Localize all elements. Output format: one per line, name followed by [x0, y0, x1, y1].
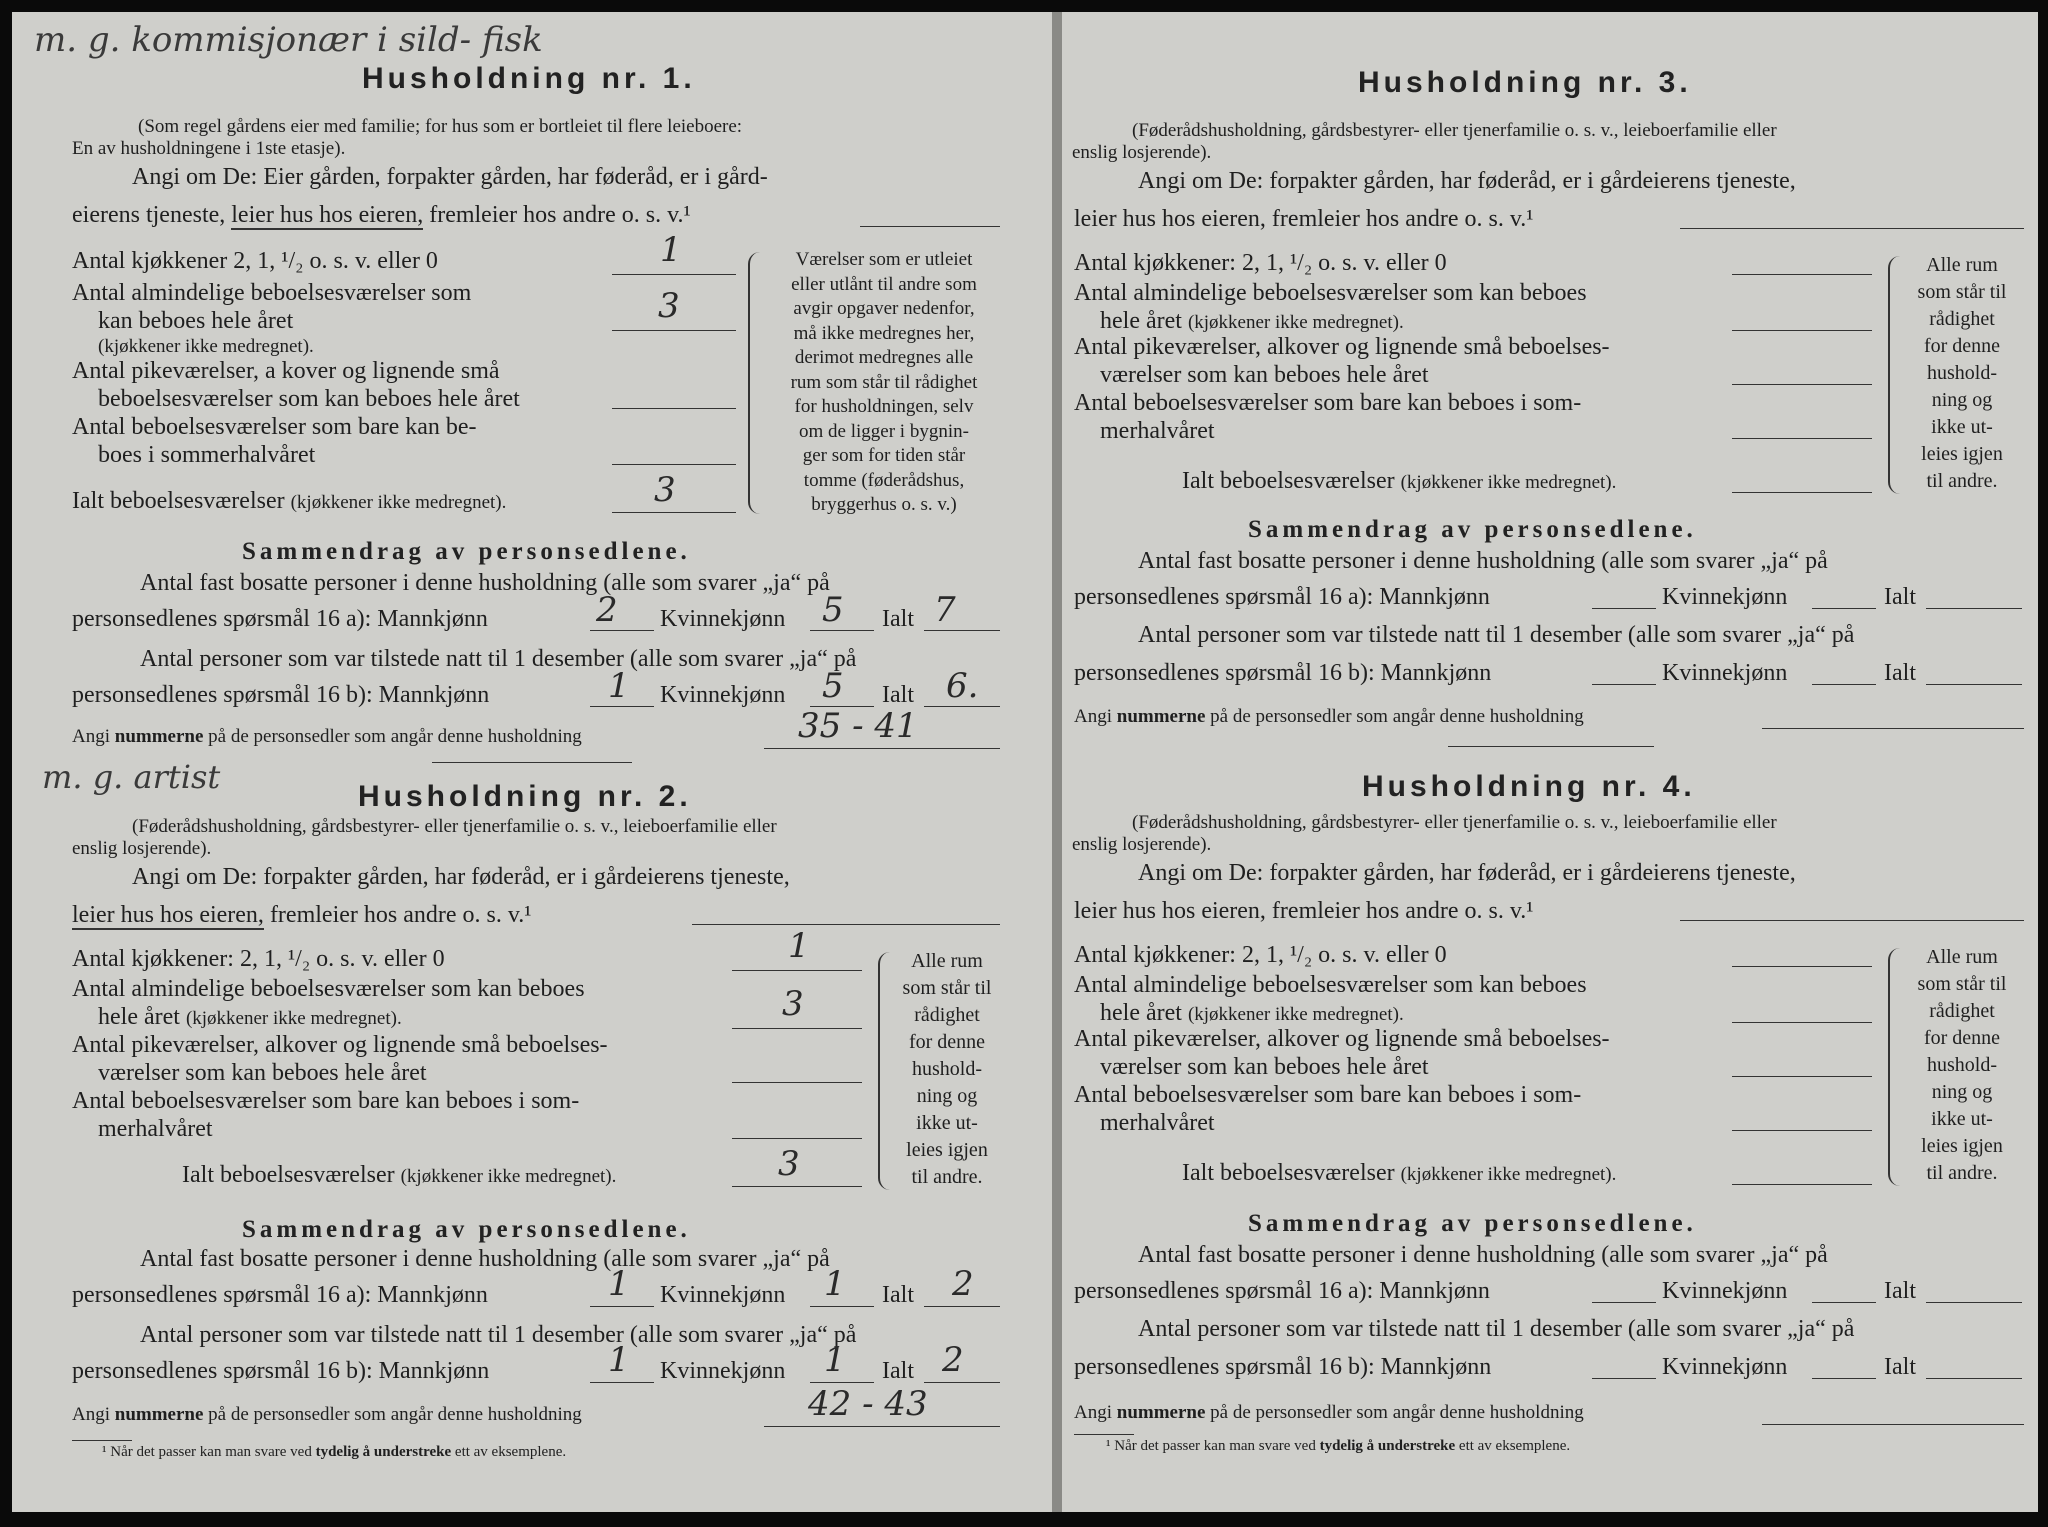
household-3-summer-rooms-label-2: merhalvåret: [1100, 418, 1215, 444]
household-3-title: Husholdning nr. 3.: [1358, 66, 1692, 99]
household-1-kitchen-value: 1: [660, 230, 682, 270]
household-2-rooms-note-box: Alle rum som står til rådighet for denne hushold- ning og ikke ut- leies igjen til andre.: [902, 950, 992, 1188]
household-1-sheet-numbers-line: [764, 748, 1000, 749]
household-2-small-rooms-line: [732, 1082, 862, 1083]
household-1-rooms-note-box: Værelser som er utleiet eller utlånt til andre som avgir opgaver nedenfor, må ikke medregnes her, derimot medregnes alle rum som står til rådighet for husholdningen, selv om de ligger i bygnin- ger som for tiden står tomme (føderådshus, bryggerhus o. s. v.): [790, 249, 978, 515]
household-3-resident-total-line: [1926, 608, 2022, 609]
right-footnote-separator: [1074, 1434, 1134, 1435]
household-3-rooms-line: [1732, 330, 1872, 331]
household-4-present-men-line: [1592, 1378, 1656, 1379]
household-4-sheet-numbers-label: Angi nummerne på de personsedler som angår denne husholdning: [1074, 1402, 1584, 1423]
household-2-resident-men-label: personsedlenes spørsmål 16 a): Mannkjønn: [72, 1282, 488, 1308]
household-4-summer-rooms-label: Antal beboelsesværelser som bare kan beboes i som-: [1074, 1082, 1582, 1108]
household-2-status-fill-line: [692, 924, 1000, 925]
household-4-rule-line-1: (Føderådshusholdning, gårdsbestyrer- eller tjenerfamilie o. s. v., leieboerfamilie eller: [1132, 812, 1777, 833]
household-2-rule-line-2: enslig losjerende).: [72, 838, 212, 859]
household-1-present-total-line: [924, 706, 1000, 707]
household-2-sheet-numbers-line: [764, 1426, 1000, 1427]
household-1-separator: [432, 762, 632, 763]
household-3-small-rooms-label: Antal pikeværelser, alkover og lignende små beboelses-: [1074, 334, 1610, 360]
household-2-total-rooms-line: [732, 1186, 862, 1187]
household-1-rule-line-1: (Som regel gårdens eier med familie; for hus som er bortleiet til flere leieboere:: [138, 116, 743, 137]
household-4-rooms-label: Antal almindelige beboelsesværelser som kan beboes: [1074, 972, 1587, 998]
household-4-summary-title: Sammendrag av personsedlene.: [1248, 1210, 1697, 1237]
household-1-resident-men-line: [590, 630, 654, 631]
household-2-resident-total-line: [924, 1306, 1000, 1307]
household-1-present-question: Antal personer som var tilstede natt til 1 desember (alle som svarer „ja“ på: [140, 646, 857, 672]
household-3-status-options: leier hus hos eieren, fremleier hos andre o. s. v.¹: [1074, 206, 1534, 232]
household-4-present-total-label: Ialt: [1884, 1354, 1916, 1380]
household-2-selected-option: leier hus hos eieren,: [72, 902, 264, 928]
household-3-present-total-label: Ialt: [1884, 660, 1916, 686]
household-4-resident-women-label: Kvinnekjønn: [1662, 1278, 1788, 1304]
household-1-present-total-value: 6.: [946, 666, 979, 706]
household-1-sheet-numbers-value: 35 - 41: [798, 706, 918, 746]
household-4-summer-rooms-label-2: merhalvåret: [1100, 1110, 1215, 1136]
household-1-resident-women-label: Kvinnekjønn: [660, 606, 786, 632]
household-2-present-women-line: [810, 1382, 874, 1383]
household-2-present-men-label: personsedlenes spørsmål 16 b): Mannkjønn: [72, 1358, 490, 1384]
household-4-rule-line-2: enslig losjerende).: [1072, 834, 1212, 855]
household-4-present-men-label: personsedlenes spørsmål 16 b): Mannkjønn: [1074, 1354, 1492, 1380]
household-2-summer-rooms-label: Antal beboelsesværelser som bare kan beboes i som-: [72, 1088, 580, 1114]
household-4-note-brace: [1888, 948, 1902, 1186]
household-4-status-options: leier hus hos eieren, fremleier hos andre o. s. v.¹: [1074, 898, 1534, 924]
household-2-total-rooms-label: Ialt beboelsesværelser (kjøkkener ikke medregnet).: [182, 1162, 617, 1188]
household-2-present-men-value: 1: [608, 1340, 630, 1380]
household-4-resident-women-line: [1812, 1302, 1876, 1303]
household-3-present-total-line: [1926, 684, 2022, 685]
household-2-small-rooms-label-2: værelser som kan beboes hele året: [98, 1060, 427, 1086]
household-2-present-men-line: [590, 1382, 654, 1383]
household-4-present-women-line: [1812, 1378, 1876, 1379]
household-4-small-rooms-line: [1732, 1076, 1872, 1077]
left-page: [12, 12, 1052, 1512]
household-1-small-rooms-label: Antal pikeværelser, a kover og lignende små: [72, 358, 500, 384]
household-1-small-rooms-line: [612, 408, 736, 409]
household-1-resident-men-label: personsedlenes spørsmål 16 a): Mannkjønn: [72, 606, 488, 632]
household-4-kitchen-label: Antal kjøkkener: 2, 1, ¹/₂ o. s. v. eller 0: [1074, 942, 1447, 968]
household-3-resident-men-line: [1592, 608, 1656, 609]
household-1-sheet-numbers-label: Angi nummerne på de personsedler som angår denne husholdning: [72, 726, 582, 747]
household-2-resident-men-value: 1: [608, 1264, 630, 1304]
household-1-status-options: eierens tjeneste, leier hus hos eieren, fremleier hos andre o. s. v.¹: [72, 202, 691, 228]
household-4-resident-total-label: Ialt: [1884, 1278, 1916, 1304]
household-3-summer-rooms-line: [1732, 438, 1872, 439]
household-3-resident-total-label: Ialt: [1884, 584, 1916, 610]
household-2-resident-question: Antal fast bosatte personer i denne husholdning (alle som svarer „ja“ på: [140, 1246, 830, 1272]
household-1-rooms-label: Antal almindelige beboelsesværelser som: [72, 280, 472, 306]
household-3-sheet-numbers-label: Angi nummerne på de personsedler som angår denne husholdning: [1074, 706, 1584, 727]
household-2-resident-men-line: [590, 1306, 654, 1307]
handwritten-occupation-note-2: m. g. artist: [42, 758, 221, 796]
household-3-kitchen-label: Antal kjøkkener: 2, 1, ¹/₂ o. s. v. eller 0: [1074, 250, 1447, 276]
household-2-small-rooms-label: Antal pikeværelser, alkover og lignende små beboelses-: [72, 1032, 608, 1058]
household-4-rooms-line: [1732, 1022, 1872, 1023]
household-2-present-total-value: 2: [942, 1340, 964, 1380]
household-2-summary-title: Sammendrag av personsedlene.: [242, 1216, 691, 1243]
household-1-kitchen-line: [612, 274, 736, 275]
household-3-status-question: Angi om De: forpakter gården, har føderåd, er i gårdeierens tjeneste,: [1138, 168, 1796, 194]
household-2-present-question: Antal personer som var tilstede natt til 1 desember (alle som svarer „ja“ på: [140, 1322, 857, 1348]
handwritten-occupation-note-1: m. g. kommisjonær i sild- fisk: [34, 20, 543, 60]
household-2-rooms-label: Antal almindelige beboelsesværelser som kan beboes: [72, 976, 585, 1002]
household-1-status-fill-line: [860, 226, 1000, 227]
household-3-rule-line-2: enslig losjerende).: [1072, 142, 1212, 163]
household-4-resident-men-line: [1592, 1302, 1656, 1303]
household-1-total-rooms-label: Ialt beboelsesværelser (kjøkkener ikke medregnet).: [72, 488, 507, 514]
household-4-status-question: Angi om De: forpakter gården, har føderåd, er i gårdeierens tjeneste,: [1138, 860, 1796, 886]
household-2-summer-rooms-label-2: merhalvåret: [98, 1116, 213, 1142]
household-1-title: Husholdning nr. 1.: [362, 62, 696, 95]
household-2-present-women-value: 1: [824, 1340, 846, 1380]
household-1-summer-rooms-label-2: boes i sommerhalvåret: [98, 442, 316, 468]
household-3-present-women-label: Kvinnekjønn: [1662, 660, 1788, 686]
household-1-resident-women-value: 5: [822, 590, 844, 630]
household-1-selected-option: leier hus hos eieren,: [231, 202, 424, 228]
household-2-kitchen-label: Antal kjøkkener: 2, 1, ¹/₂ o. s. v. eller 0: [72, 946, 445, 972]
household-1-resident-women-line: [810, 630, 874, 631]
household-2-resident-women-value: 1: [824, 1264, 846, 1304]
household-4-resident-question: Antal fast bosatte personer i denne husholdning (alle som svarer „ja“ på: [1138, 1242, 1828, 1268]
household-1-rooms-label-2: kan beboes hele året: [98, 308, 294, 334]
household-4-total-rooms-line: [1732, 1184, 1872, 1185]
household-1-resident-total-label: Ialt: [882, 606, 914, 632]
household-1-present-men-value: 1: [608, 666, 630, 706]
household-3-present-men-label: personsedlenes spørsmål 16 b): Mannkjønn: [1074, 660, 1492, 686]
household-2-summer-rooms-line: [732, 1138, 862, 1139]
right-footnote: ¹ Når det passer kan man svare ved tydelig å understreke ett av eksemplene.: [1106, 1438, 1571, 1454]
household-1-summer-rooms-label: Antal beboelsesværelser som bare kan be-: [72, 414, 477, 440]
household-4-rooms-label-2: hele året (kjøkkener ikke medregnet).: [1100, 1000, 1404, 1026]
household-2-present-women-label: Kvinnekjønn: [660, 1358, 786, 1384]
household-4-present-total-line: [1926, 1378, 2022, 1379]
household-2-resident-total-label: Ialt: [882, 1282, 914, 1308]
household-3-summer-rooms-label: Antal beboelsesværelser som bare kan beboes i som-: [1074, 390, 1582, 416]
household-3-rooms-label-2: hele året (kjøkkener ikke medregnet).: [1100, 308, 1404, 334]
household-1-present-total-label: Ialt: [882, 682, 914, 708]
household-1-rooms-note: (kjøkkener ikke medregnet).: [98, 336, 314, 357]
household-3-total-rooms-label: Ialt beboelsesværelser (kjøkkener ikke medregnet).: [1182, 468, 1617, 494]
household-1-note-brace: [748, 252, 762, 514]
household-1-total-rooms-value: 3: [654, 470, 676, 510]
household-3-status-fill-line: [1680, 228, 2024, 229]
household-1-rooms-value: 3: [658, 286, 680, 326]
household-2-rooms-label-2: hele året (kjøkkener ikke medregnet).: [98, 1004, 402, 1030]
household-3-rooms-label: Antal almindelige beboelsesværelser som kan beboes: [1074, 280, 1587, 306]
household-1-present-men-line: [590, 706, 654, 707]
household-1-small-rooms-label-2: beboelsesværelser som kan beboes hele året: [98, 386, 520, 412]
household-1-kitchen-label: Antal kjøkkener 2, 1, ¹/₂ o. s. v. eller 0: [72, 248, 438, 274]
household-2-title: Husholdning nr. 2.: [358, 780, 692, 813]
household-4-title: Husholdning nr. 4.: [1362, 770, 1696, 803]
household-2-note-brace: [878, 952, 892, 1190]
household-3-separator: [1448, 746, 1654, 747]
household-3-sheet-numbers-line: [1762, 728, 2024, 729]
household-3-present-men-line: [1592, 684, 1656, 685]
household-4-resident-men-label: personsedlenes spørsmål 16 a): Mannkjønn: [1074, 1278, 1490, 1304]
household-1-total-rooms-line: [612, 512, 736, 513]
household-1-present-women-value: 5: [822, 666, 844, 706]
household-4-status-fill-line: [1680, 920, 2024, 921]
household-2-kitchen-value: 1: [788, 926, 810, 966]
household-4-sheet-numbers-line: [1762, 1424, 2024, 1425]
household-4-present-women-label: Kvinnekjønn: [1662, 1354, 1788, 1380]
household-2-present-total-line: [924, 1382, 1000, 1383]
household-2-rule-line-1: (Føderådshusholdning, gårdsbestyrer- eller tjenerfamilie o. s. v., leieboerfamilie eller: [132, 816, 777, 837]
household-1-present-men-label: personsedlenes spørsmål 16 b): Mannkjønn: [72, 682, 490, 708]
household-1-summer-rooms-line: [612, 464, 736, 465]
household-2-resident-women-label: Kvinnekjønn: [660, 1282, 786, 1308]
household-2-rooms-line: [732, 1028, 862, 1029]
household-2-sheet-numbers-value: 42 - 43: [808, 1384, 928, 1424]
household-3-present-women-line: [1812, 684, 1876, 685]
household-2-resident-total-value: 2: [952, 1264, 974, 1304]
household-4-summer-rooms-line: [1732, 1130, 1872, 1131]
household-3-present-question: Antal personer som var tilstede natt til 1 desember (alle som svarer „ja“ på: [1138, 622, 1855, 648]
household-1-summary-title: Sammendrag av personsedlene.: [242, 538, 691, 565]
household-4-kitchen-line: [1732, 966, 1872, 967]
household-2-status-options: leier hus hos eieren, fremleier hos andre o. s. v.¹: [72, 902, 532, 928]
household-1-rule-line-2: En av husholdningene i 1ste etasje).: [72, 138, 346, 159]
household-2-rooms-value: 3: [782, 984, 804, 1024]
household-3-total-rooms-line: [1732, 492, 1872, 493]
household-3-resident-women-line: [1812, 608, 1876, 609]
footnote-separator: [72, 1440, 132, 1441]
household-3-summary-title: Sammendrag av personsedlene.: [1248, 516, 1697, 543]
household-4-total-rooms-label: Ialt beboelsesværelser (kjøkkener ikke medregnet).: [1182, 1160, 1617, 1186]
household-2-kitchen-line: [732, 970, 862, 971]
household-4-present-question: Antal personer som var tilstede natt til 1 desember (alle som svarer „ja“ på: [1138, 1316, 1855, 1342]
household-3-resident-women-label: Kvinnekjønn: [1662, 584, 1788, 610]
household-4-small-rooms-label-2: værelser som kan beboes hele året: [1100, 1054, 1429, 1080]
household-1-resident-question: Antal fast bosatte personer i denne husholdning (alle som svarer „ja“ på: [140, 570, 830, 596]
household-3-small-rooms-line: [1732, 384, 1872, 385]
household-3-rooms-note-box: Alle rum som står til rådighet for denne hushold- ning og ikke ut- leies igjen til andre.: [1917, 254, 2007, 492]
household-1-rooms-line: [612, 330, 736, 331]
page-gutter: [1052, 12, 1062, 1512]
household-3-resident-question: Antal fast bosatte personer i denne husholdning (alle som svarer „ja“ på: [1138, 548, 1828, 574]
household-4-resident-total-line: [1926, 1302, 2022, 1303]
household-2-total-rooms-value: 3: [778, 1144, 800, 1184]
household-4-small-rooms-label: Antal pikeværelser, alkover og lignende små beboelses-: [1074, 1026, 1610, 1052]
household-2-resident-women-line: [810, 1306, 874, 1307]
household-3-small-rooms-label-2: værelser som kan beboes hele året: [1100, 362, 1429, 388]
household-3-rule-line-1: (Føderådshusholdning, gårdsbestyrer- eller tjenerfamilie o. s. v., leieboerfamilie eller: [1132, 120, 1777, 141]
household-3-note-brace: [1888, 256, 1902, 494]
household-1-resident-total-value: 7: [934, 590, 956, 630]
household-2-status-question: Angi om De: forpakter gården, har føderåd, er i gårdeierens tjeneste,: [132, 864, 790, 890]
right-page: [1062, 12, 2038, 1512]
household-3-kitchen-line: [1732, 274, 1872, 275]
household-1-present-women-label: Kvinnekjønn: [660, 682, 786, 708]
household-2-present-total-label: Ialt: [882, 1358, 914, 1384]
household-2-sheet-numbers-label: Angi nummerne på de personsedler som angår denne husholdning: [72, 1404, 582, 1425]
household-1-resident-men-value: 2: [596, 590, 618, 630]
household-4-rooms-note-box: Alle rum som står til rådighet for denne hushold- ning og ikke ut- leies igjen til andre.: [1917, 946, 2007, 1184]
household-1-resident-total-line: [924, 630, 1000, 631]
left-footnote: ¹ Når det passer kan man svare ved tydelig å understreke ett av eksemplene.: [102, 1444, 567, 1460]
household-1-status-question: Angi om De: Eier gården, forpakter gården, har føderåd, er i gård-: [132, 164, 768, 190]
household-3-resident-men-label: personsedlenes spørsmål 16 a): Mannkjønn: [1074, 584, 1490, 610]
